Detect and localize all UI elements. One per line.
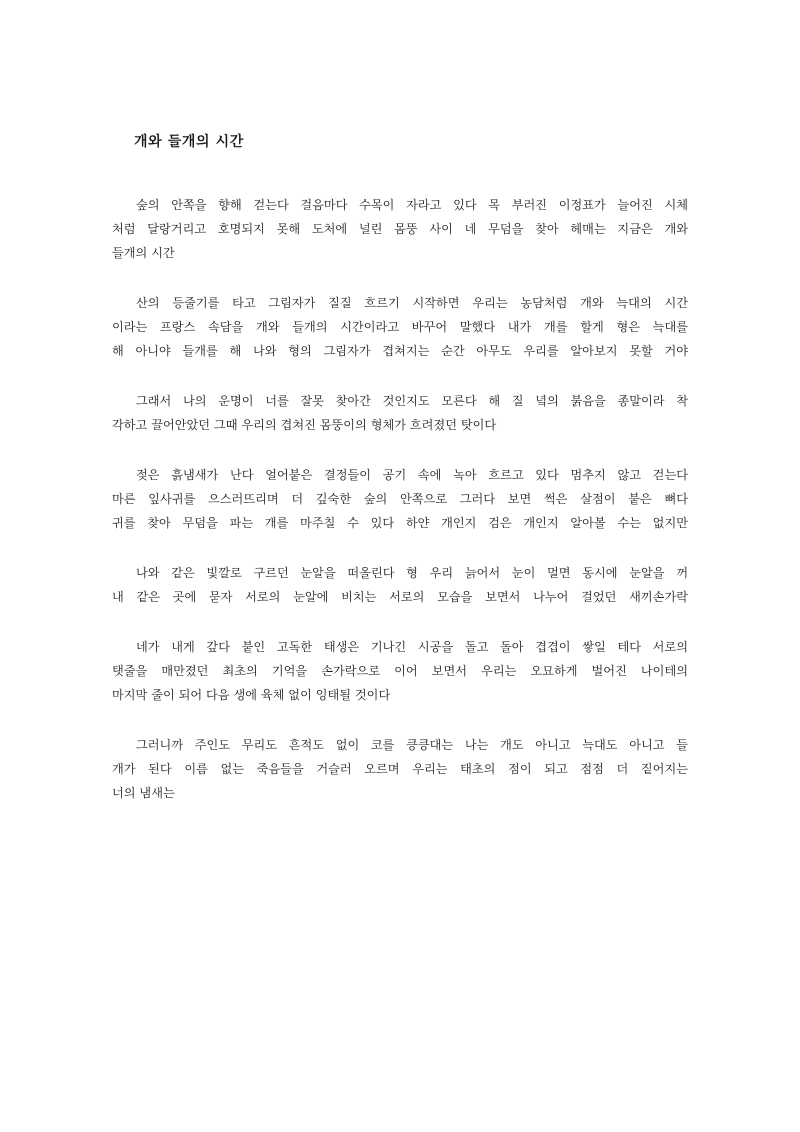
text-line: 숲의 안쪽을 향해 걷는다 걸음마다 수목이 자라고 있다 목 부러진 이정표가 늘어진 시체 — [136, 198, 688, 212]
text-line: 그래서 나의 운명이 너를 잘못 찾아간 것인지도 모른다 해 질 녘의 붉음을 종말이라 착 — [136, 394, 688, 408]
text-line: 마른 잎사귀를 으스러뜨리며 더 깊숙한 숲의 안쪽으로 그러다 보면 썩은 살점이 붙은 뼈다 — [112, 492, 688, 506]
text-line: 그러니까 주인도 무리도 흔적도 없이 코를 킁킁대는 나는 개도 아니고 늑대도 아니고 들 — [136, 738, 688, 752]
text-line: 마지막 줄이 되어 다음 생에 육체 없이 잉태될 것이다 — [112, 688, 391, 702]
stanza-7 — [112, 733, 688, 805]
poem-title: 개와 들개의 시간 — [134, 134, 244, 150]
text-line: 내 같은 곳에 묻자 서로의 눈알에 비치는 서로의 모습을 보면서 나누어 걸었던 새끼손가락 — [112, 590, 688, 604]
text-line: 젖은 흙냄새가 난다 얼어붙은 결정들이 공기 속에 녹아 흐르고 있다 멈추지 않고 걷는다 — [136, 468, 688, 482]
text-line: 귀를 찾아 무덤을 파는 개를 마주칠 수 있다 하얀 개인지 검은 개인지 알아볼 수는 없지만 — [112, 516, 688, 530]
stanza-6 — [112, 635, 688, 707]
text-line: 이라는 프랑스 속담을 개와 들개의 시간이라고 바꾸어 말했다 내가 개를 할게 형은 늑대를 — [112, 320, 688, 334]
text-line: 네가 내게 갚다 붙인 고독한 태생은 기나긴 시공을 돌고 돌아 겹겹이 쌓일 테다 서로의 — [136, 640, 688, 654]
stanza-4 — [112, 463, 688, 535]
text-line: 너의 냄새는 — [112, 786, 175, 800]
text-line: 처럼 달랑거리고 호명되지 못해 도처에 널린 몸뚱 사이 네 무덤을 찾아 헤매는 지금은 개와 — [112, 222, 688, 236]
poem-body — [112, 193, 688, 831]
text-line: 산의 등줄기를 타고 그림자가 질질 흐르기 시작하면 우리는 농담처럼 개와 늑대의 시간 — [136, 296, 688, 310]
stanza-5 — [112, 561, 688, 609]
text-line: 나와 같은 빛깔로 구르던 눈알을 떠올린다 형 우리 늙어서 눈이 멀면 동시에 눈알을 꺼 — [136, 566, 688, 580]
text-line: 해 아니야 들개를 해 나와 형의 그림자가 겹쳐지는 순간 아무도 우리를 알아보지 못할 거야 — [112, 344, 688, 358]
text-line: 탯줄을 매만졌던 최초의 기억을 손가락으로 이어 보면서 우리는 오묘하게 벌어진 나이테의 — [112, 664, 688, 678]
text-line: 개가 된다 이름 없는 죽음들을 거슬러 오르며 우리는 태초의 점이 되고 점점 더 짙어지는 — [112, 762, 688, 776]
stanza-1 — [112, 193, 688, 265]
text-line: 들개의 시간 — [112, 246, 175, 260]
stanza-3 — [112, 389, 688, 437]
stanza-2 — [112, 291, 688, 363]
text-line: 각하고 끌어안았던 그때 우리의 겹쳐진 몸뚱이의 형체가 흐려졌던 탓이다 — [112, 418, 497, 432]
